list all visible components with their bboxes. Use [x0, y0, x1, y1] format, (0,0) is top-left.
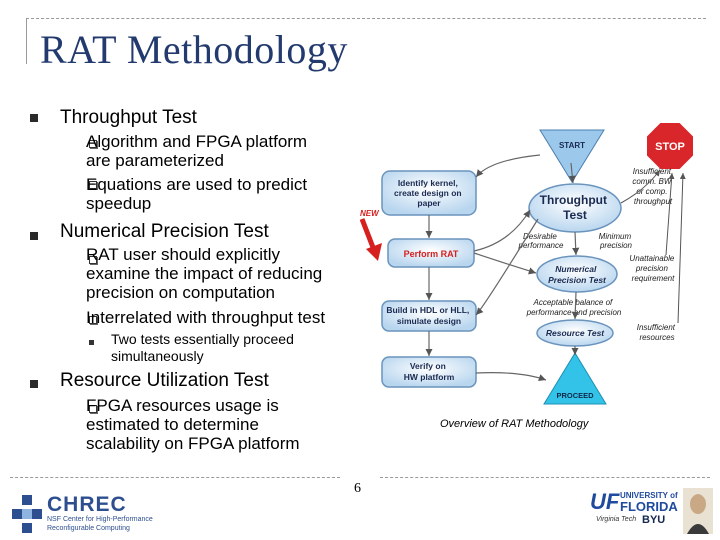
- bullet-marker: [30, 380, 38, 388]
- title-frame-left: [26, 18, 27, 64]
- sub-bullet-precision-1: RAT user should explicitly examine the impact of reducing precision on computation: [86, 245, 323, 302]
- vt-logo: Virginia Tech: [596, 516, 637, 523]
- sub-bullet-throughput-1: Algorithm and FPGA platform are parameterized: [86, 132, 308, 170]
- stop-sign: [646, 122, 694, 170]
- sub-sub-bullet-precision: Two tests essentially proceed simultaneously: [111, 331, 294, 364]
- svg-text:Resource Test: Resource Test: [545, 328, 605, 338]
- sub-bullet-resource-1: FPGA resources usage is estimated to determine scalability on FPGA platform: [86, 396, 300, 453]
- chrec-logo-icon: [10, 493, 44, 535]
- desirable-performance-note: Desirable performance: [518, 232, 564, 250]
- svg-text:Build in HDL or HLL, sim: Build in HDL or HLL, simulate design: [386, 305, 470, 326]
- footer-rule-right: [380, 477, 710, 478]
- insufficient-comm-note: Insufficient comm. BW or comp. throughput: [632, 167, 673, 206]
- acceptable-balance-note: Acceptable balance of performance and precision: [526, 298, 622, 317]
- bullet-marker: [30, 232, 38, 240]
- sub-sub-bullet-marker: [89, 340, 94, 345]
- sub-bullet-precision-2: Interrelated with throughput test: [86, 308, 326, 327]
- rat-flow-diagram: [360, 115, 700, 445]
- perform-rat-node: [388, 239, 474, 267]
- svg-text:Verify on HW platform: Verify on HW platform: [403, 361, 455, 382]
- page-number: 6: [354, 481, 361, 496]
- svg-text:Identify kernel, create: Identify kernel, create design on paper: [394, 178, 462, 208]
- stop-label: STOP: [655, 141, 685, 153]
- start-label: START: [558, 141, 586, 150]
- sub-bullet-throughput-2: Equations are used to predict speedup: [86, 175, 308, 213]
- resource-test-node: [537, 320, 613, 346]
- new-label: NEW: [360, 209, 379, 218]
- svg-text:Perform RAT: Perform RAT: [403, 249, 459, 259]
- bullet-resource: Resource Utilization Test: [60, 370, 269, 391]
- chrec-wordmark: CHREC: [47, 493, 127, 516]
- slide-title: RAT Methodology: [40, 27, 348, 72]
- uf-florida-label: FLORIDA: [620, 499, 678, 514]
- bullet-throughput: Throughput Test: [60, 107, 197, 128]
- svg-text:PROCEED: PROCEED: [556, 391, 594, 400]
- portrait-icon: [683, 488, 713, 534]
- numerical-precision-node: [537, 256, 617, 292]
- minimum-precision-note: Minimum precision: [598, 232, 633, 250]
- chrec-subtitle: NSF Center for High-Performance Reconfigurable Computing: [47, 516, 153, 532]
- build-hdl-node: [382, 301, 476, 331]
- identify-kernel-node: [382, 171, 476, 215]
- bullet-precision: Numerical Precision Test: [60, 221, 269, 242]
- uf-university-label: UNIVERSITY of: [620, 491, 678, 500]
- verify-hw-node: [382, 357, 476, 387]
- throughput-test-node: [529, 184, 621, 232]
- uf-logo: UF: [590, 489, 620, 514]
- insufficient-resources-note: Insufficient resources: [636, 323, 676, 342]
- new-arrow: [362, 219, 382, 261]
- proceed-node: [544, 353, 606, 404]
- svg-text:Throughput Test: Throughput Test: [539, 193, 607, 222]
- byu-logo: BYU: [642, 514, 666, 526]
- unattainable-precision-note: Unattainable precision requirement: [629, 254, 675, 283]
- bullet-marker: [30, 114, 38, 122]
- title-frame-top: [26, 18, 706, 19]
- svg-text:Numerical Precision Test: Numerical Precision Test: [548, 264, 606, 285]
- footer-rule-left: [10, 477, 340, 478]
- diagram-caption: Overview of RAT Methodology: [440, 418, 589, 430]
